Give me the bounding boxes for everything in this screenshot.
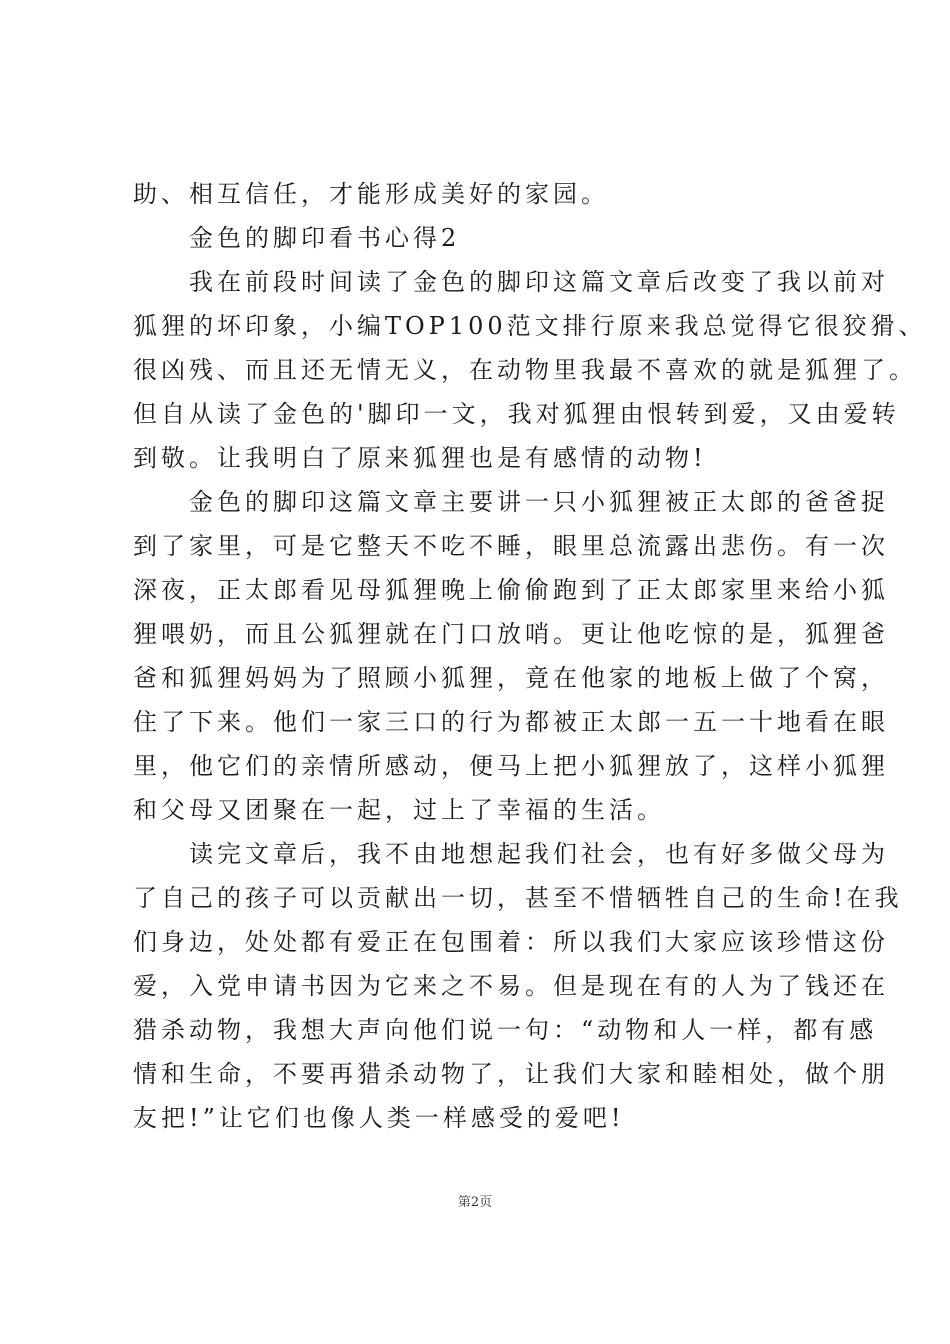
text-line: 爸和狐狸妈妈为了照顾小狐狸，竟在他家的地板上做了个窝， — [133, 664, 889, 692]
text-line: 但自从读了金色的'脚印一文，我对狐狸由恨转到爱，又由爱转 — [133, 400, 900, 428]
section-heading: 金色的脚印看书心得2 — [133, 224, 461, 252]
text-line: 助、相互信任，才能形成美好的家园。 — [133, 180, 609, 208]
text-line: 了自己的孩子可以贡献出一切，甚至不惜牺牲自己的生命!在我 — [133, 884, 903, 912]
text-line: 到了家里，可是它整天不吃不睡，眼里总流露出悲伤。有一次 — [133, 532, 889, 560]
text-line: 友把!”让它们也像人类一样感受的爱吧! — [133, 1104, 625, 1132]
page-number: 第2页 — [457, 1195, 493, 1210]
text-line: 住了下来。他们一家三口的行为都被正太郎一五一十地看在眼 — [133, 708, 889, 736]
text-line: 爱，入党申请书因为它来之不易。但是现在有的人为了钱还在 — [133, 972, 889, 1000]
text-line: 深夜，正太郎看见母狐狸晚上偷偷跑到了正太郎家里来给小狐 — [133, 576, 889, 604]
text-line: 和父母又团聚在一起，过上了幸福的生活。 — [133, 796, 665, 824]
text-line: 狸喂奶，而且公狐狸就在门口放哨。更让他吃惊的是，狐狸爸 — [133, 620, 889, 648]
text-line: 猎杀动物，我想大声向他们说一句：“动物和人一样，都有感 — [133, 1016, 878, 1044]
text-line: 我在前段时间读了金色的脚印这篇文章后改变了我以前对 — [133, 268, 889, 296]
text-line: 情和生命，不要再猎杀动物了，让我们大家和睦相处，做个朋 — [133, 1060, 889, 1088]
text-line: 读完文章后，我不由地想起我们社会，也有好多做父母为 — [133, 840, 889, 868]
text-line: 们身边，处处都有爱正在包围着：所以我们大家应该珍惜这份 — [133, 928, 889, 956]
text-line: 里，他它们的亲情所感动，便马上把小狐狸放了，这样小狐狸 — [133, 752, 889, 780]
text-line: 金色的脚印这篇文章主要讲一只小狐狸被正太郎的爸爸捉 — [133, 488, 889, 516]
text-line: 狐狸的坏印象，小编TOP100范文排行原来我总觉得它很狡猾、 — [133, 312, 927, 340]
text-line: 到敬。让我明白了原来狐狸也是有感情的动物! — [133, 444, 707, 472]
text-line: 很凶残、而且还无情无义，在动物里我最不喜欢的就是狐狸了。 — [133, 356, 917, 384]
